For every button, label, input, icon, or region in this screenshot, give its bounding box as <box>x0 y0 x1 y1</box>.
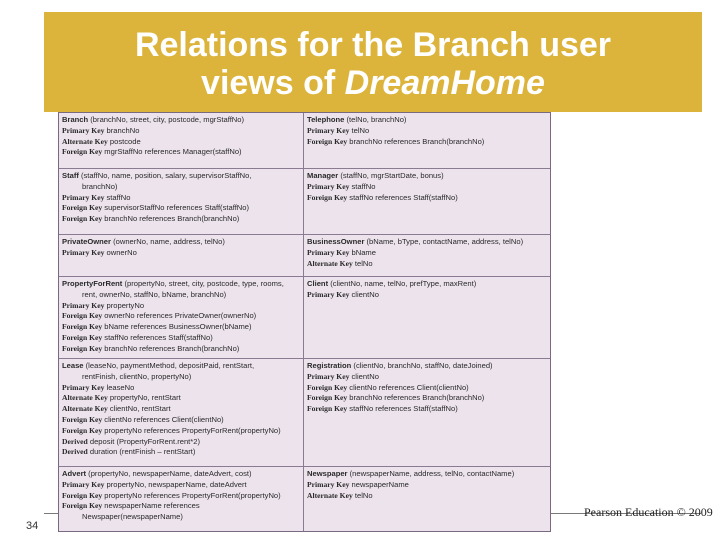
relation-text: propertyNo references PropertyForRent(propertyNo) <box>102 425 281 435</box>
key-label: Primary Key <box>62 300 105 310</box>
relation-cell-right <box>304 169 549 234</box>
key-label: Primary Key <box>307 371 350 381</box>
relation-text: propertyNo, rentStart <box>107 393 181 403</box>
key-label: Foreign Key <box>307 136 348 146</box>
key-label: Foreign Key <box>62 414 103 424</box>
relation-line <box>307 279 546 290</box>
relation-text: (branchNo, street, city, postcode, mgrStaffNo) <box>88 115 245 124</box>
relation-text: mgrStaffNo references Manager(staffNo) <box>102 147 242 157</box>
relation-text: (ownerNo, name, address, telNo) <box>110 237 225 246</box>
relation-text: leaseNo <box>104 382 135 392</box>
relation-text: telNo <box>352 490 373 500</box>
relation-line <box>62 426 300 437</box>
relation-line <box>62 115 300 126</box>
relation-text: telNo <box>352 258 373 268</box>
key-label: Foreign Key <box>62 214 103 224</box>
relation-text: staffNo <box>349 181 376 191</box>
relation-cell-right <box>304 467 549 532</box>
relation-line <box>307 182 546 193</box>
relations-table <box>58 112 551 532</box>
relation-text: bName references BusinessOwner(bName) <box>102 322 252 332</box>
relation-text: propertyNo, newspaperName, dateAdvert <box>104 479 247 489</box>
key-label: Primary Key <box>307 181 350 191</box>
relation-line <box>307 393 546 404</box>
relation-line <box>62 237 300 248</box>
relation-text: (staffNo, name, position, salary, supervisorStaffNo, <box>78 171 252 180</box>
key-label: Alternate Key <box>62 136 108 146</box>
relation-line <box>62 322 300 333</box>
relation-text: newspaperName <box>349 479 409 489</box>
relation-row <box>59 277 550 359</box>
relation-line <box>62 333 300 344</box>
relation-text: duration (rentFinish – rentStart) <box>87 447 196 457</box>
relation-text: clientNo, rentStart <box>107 404 171 414</box>
relation-line <box>307 383 546 394</box>
relation-name: Newspaper <box>307 469 348 478</box>
key-label: Alternate Key <box>62 393 108 403</box>
relation-text: clientNo references Client(clientNo) <box>347 382 469 392</box>
key-label: Foreign Key <box>62 490 103 500</box>
relation-name: Registration <box>307 361 352 370</box>
key-label: Foreign Key <box>307 382 348 392</box>
relation-line <box>62 383 300 394</box>
relation-text: clientNo <box>349 371 379 381</box>
relation-row <box>59 169 550 235</box>
relation-text: bName <box>349 247 376 257</box>
relation-line <box>62 301 300 312</box>
relation-line <box>307 480 546 491</box>
key-label: Alternate Key <box>307 258 353 268</box>
relation-cell-right <box>304 359 549 466</box>
relation-line <box>307 237 546 248</box>
relation-text: (newspaperName, address, telNo, contactName) <box>347 469 515 478</box>
key-label: Alternate Key <box>62 404 108 414</box>
key-label: Primary Key <box>62 192 105 202</box>
key-label: Primary Key <box>307 479 350 489</box>
relation-line <box>62 437 300 448</box>
relation-line <box>307 193 546 204</box>
relation-text: (bName, bType, contactName, address, telNo) <box>364 237 524 246</box>
relation-row <box>59 467 550 532</box>
relation-line <box>62 501 300 512</box>
relation-name: Branch <box>62 115 89 124</box>
relation-text: ownerNo references PrivateOwner(ownerNo) <box>102 311 257 321</box>
relation-line <box>307 137 546 148</box>
relation-text: (telNo, branchNo) <box>344 115 407 124</box>
relation-name: Staff <box>62 171 79 180</box>
relation-line <box>307 126 546 137</box>
key-label: Primary Key <box>62 247 105 257</box>
relation-text: propertyNo references PropertyForRent(propertyNo) <box>102 490 281 500</box>
relation-name: BusinessOwner <box>307 237 365 246</box>
relation-text: supervisorStaffNo references Staff(staffNo) <box>102 203 250 213</box>
key-label: Derived <box>62 447 88 457</box>
relation-cell-right <box>304 235 549 276</box>
relation-line <box>62 248 300 259</box>
relation-line <box>307 171 546 182</box>
relation-line <box>62 311 300 322</box>
relation-cell-left <box>59 467 304 532</box>
relation-text: propertyNo <box>104 300 145 310</box>
relation-text: deposit (PropertyForRent.rent*2) <box>87 436 201 446</box>
key-label: Foreign Key <box>62 322 103 332</box>
key-label: Primary Key <box>307 289 350 299</box>
relation-text: (staffNo, mgrStartDate, bonus) <box>338 171 444 180</box>
key-label: Foreign Key <box>307 192 348 202</box>
relation-line <box>307 361 546 372</box>
relation-text: staffNo references Staff(staffNo) <box>347 404 458 414</box>
relation-cell-left <box>59 235 304 276</box>
relation-text: rentFinish, clientNo, propertyNo) <box>82 371 192 381</box>
key-label: Primary Key <box>62 479 105 489</box>
relation-cell-left <box>59 113 304 168</box>
key-label: Foreign Key <box>62 147 103 157</box>
key-label: Derived <box>62 436 88 446</box>
key-label: Foreign Key <box>62 425 103 435</box>
relation-line <box>62 193 300 204</box>
relation-line <box>62 447 300 458</box>
relation-text: rent, ownerNo, staffNo, bName, branchNo) <box>82 289 227 299</box>
relation-line <box>62 126 300 137</box>
relation-name: Client <box>307 279 329 288</box>
relation-line <box>62 480 300 491</box>
relation-text: branchNo references Branch(branchNo) <box>102 214 240 224</box>
relation-text: (leaseNo, paymentMethod, depositPaid, rentStart, <box>83 361 255 370</box>
relation-line <box>62 147 300 158</box>
title-line-2 <box>44 64 702 102</box>
relation-line <box>307 372 546 383</box>
relation-text: (clientNo, branchNo, staffNo, dateJoined) <box>351 361 493 370</box>
relation-line <box>62 344 300 355</box>
relation-line <box>62 171 300 182</box>
relation-line <box>307 248 546 259</box>
key-label: Foreign Key <box>62 332 103 342</box>
relation-line <box>307 469 546 480</box>
key-label: Primary Key <box>62 125 105 135</box>
key-label: Primary Key <box>62 382 105 392</box>
relation-line <box>62 491 300 502</box>
relation-line <box>62 469 300 480</box>
relation-text: staffNo references Staff(staffNo) <box>347 192 458 202</box>
relation-name: PropertyForRent <box>62 279 123 288</box>
key-label: Foreign Key <box>62 343 103 353</box>
relation-text: Newspaper(newspaperName) <box>82 512 183 522</box>
relation-cell-left <box>59 169 304 234</box>
key-label: Alternate Key <box>307 490 353 500</box>
relation-line <box>62 214 300 225</box>
title-line-2-prefix: views of <box>201 64 345 102</box>
key-label: Primary Key <box>307 247 350 257</box>
relation-line <box>62 372 300 383</box>
relation-row <box>59 113 550 169</box>
relation-text: staffNo <box>104 192 131 202</box>
relation-line <box>62 512 300 523</box>
relation-line <box>307 115 546 126</box>
relation-text: (clientNo, name, telNo, prefType, maxRent) <box>328 279 477 288</box>
relation-name: PrivateOwner <box>62 237 111 246</box>
relation-cell-left <box>59 359 304 466</box>
relation-name: Telephone <box>307 115 345 124</box>
key-label: Foreign Key <box>307 393 348 403</box>
relation-line <box>62 393 300 404</box>
relation-line <box>62 290 300 301</box>
relation-text: branchNo <box>104 125 140 135</box>
relation-text: (propertyNo, street, city, postcode, type, rooms, <box>122 279 284 288</box>
relation-text: branchNo references Branch(branchNo) <box>102 343 240 353</box>
relation-text: branchNo references Branch(branchNo) <box>347 393 485 403</box>
relation-name: Advert <box>62 469 87 478</box>
relation-line <box>62 203 300 214</box>
relation-text: clientNo <box>349 289 379 299</box>
copyright-notice: Pearson Education © 2009 <box>584 505 713 519</box>
key-label: Foreign Key <box>62 311 103 321</box>
relation-text: branchNo references Branch(branchNo) <box>347 136 485 146</box>
key-label: Foreign Key <box>62 203 103 213</box>
relation-text: staffNo references Staff(staffNo) <box>102 332 213 342</box>
relation-text: telNo <box>349 125 370 135</box>
relation-cell-left <box>59 277 304 358</box>
relation-text: branchNo) <box>82 181 118 191</box>
relation-line <box>307 259 546 270</box>
relation-line <box>307 290 546 301</box>
relation-text: (propertyNo, newspaperName, dateAdvert, cost) <box>86 469 252 478</box>
relation-line <box>62 279 300 290</box>
key-label: Foreign Key <box>307 404 348 414</box>
title-emphasis: DreamHome <box>344 64 545 102</box>
relation-line <box>62 415 300 426</box>
relation-cell-right <box>304 113 549 168</box>
relation-name: Manager <box>307 171 339 180</box>
footer-rule-left <box>44 513 58 514</box>
page-number: 34 <box>26 520 39 532</box>
relation-line <box>62 137 300 148</box>
relation-name: Lease <box>62 361 84 370</box>
key-label: Foreign Key <box>62 501 103 511</box>
relation-row <box>59 359 550 467</box>
relation-row <box>59 235 550 277</box>
title-line-1: Relations for the Branch user <box>134 26 612 64</box>
slide-title <box>44 26 702 102</box>
relation-line <box>62 404 300 415</box>
relation-line <box>307 491 546 502</box>
relation-text: ownerNo <box>104 247 137 257</box>
relation-cell-right <box>304 277 549 358</box>
key-label: Primary Key <box>307 125 350 135</box>
relation-line <box>62 361 300 372</box>
relation-text: postcode <box>107 136 141 146</box>
relation-text: clientNo references Client(clientNo) <box>102 414 224 424</box>
relation-line <box>62 182 300 193</box>
relation-text: newspaperName references <box>102 501 200 511</box>
relation-line <box>307 404 546 415</box>
